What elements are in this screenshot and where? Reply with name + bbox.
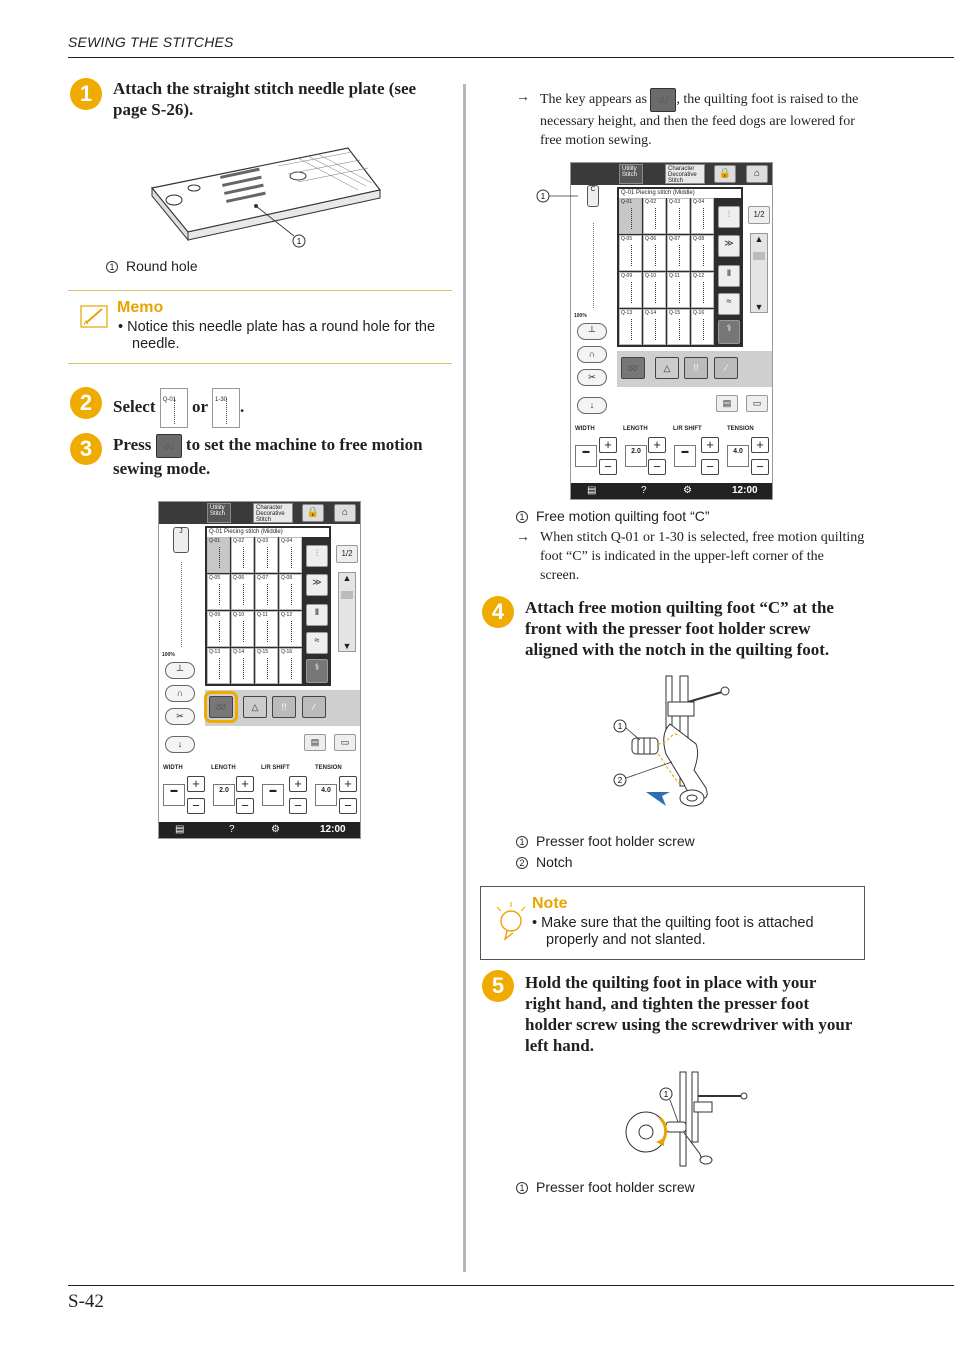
stitch-cell-label: Q-14 (645, 310, 657, 316)
stitch-cell-label: Q-04 (693, 199, 705, 205)
width-label: WIDTH (163, 765, 183, 771)
tension-plus[interactable]: + (751, 437, 769, 453)
stitch-cell[interactable] (207, 537, 230, 573)
stitch-pattern-line (219, 584, 220, 605)
settings-icon[interactable]: ⚙ (683, 485, 692, 496)
column-divider (463, 84, 466, 1272)
stitch-cell-label: Q-10 (645, 273, 657, 279)
stitch-cell[interactable] (667, 235, 690, 271)
lr-shift-plus[interactable]: + (289, 776, 307, 792)
stitch-cell[interactable] (255, 611, 278, 647)
stitch-pattern-line (291, 547, 292, 568)
stitch-cell[interactable] (667, 272, 690, 308)
stitch-pattern-line (219, 547, 220, 568)
stitch-cell-label: Q-13 (209, 649, 221, 655)
home-button[interactable]: ⌂ (746, 165, 768, 183)
page-number: S-42 (68, 1291, 104, 1312)
stitch-cell-label: Q-11 (669, 273, 680, 279)
stitch-pattern-line (679, 245, 680, 266)
step-1-text: Attach the straight stitch needle plate (see page S-26). (113, 79, 417, 119)
step-5-text: Hold the quilting foot in place with your right hand, and tighten the presser foot holder screw using the screwdriver with your left hand. (525, 973, 853, 1055)
arrow-note-stitch-selected: → When stitch Q-01 or 1-30 is selected, free motion quilting foot “C” is indicated in the upper-left corner of the screen. (516, 530, 865, 583)
length-value: 2.0 (213, 784, 235, 806)
pattern-icon-4[interactable]: ≈ (306, 632, 328, 654)
stitch-pattern-line (291, 658, 292, 679)
memo-title: Memo (117, 299, 164, 316)
presser-foot-button[interactable]: ┴ (577, 323, 607, 340)
tension-plus[interactable]: + (339, 776, 357, 792)
quilting-foot-illustration (610, 674, 740, 824)
twin-needle-button[interactable]: !! (684, 357, 708, 379)
tab-utility-stitch[interactable]: Utility Stitch (619, 164, 643, 184)
width-plus[interactable]: + (187, 776, 205, 792)
note-box (480, 886, 865, 960)
screwdriver-illustration (622, 1070, 752, 1170)
stitch-cell[interactable] (643, 198, 666, 234)
mirror-button[interactable]: △ (655, 357, 679, 379)
needle-button[interactable]: ↓ (577, 397, 607, 414)
lock-button[interactable]: 🔒 (714, 165, 736, 183)
width-minus[interactable]: − (187, 798, 205, 814)
clock: 12:00 (320, 824, 346, 835)
key-1-30[interactable]: 1-30 (212, 388, 240, 428)
stitch-cell-label: Q-05 (209, 575, 221, 581)
stitch-pattern-line (655, 319, 656, 340)
scissors-button[interactable]: ✂ (165, 708, 195, 725)
presser-foot-button[interactable]: ┴ (165, 662, 195, 679)
stitch-cell-label: Q-01 (621, 199, 633, 205)
memory-button[interactable]: ▤ (304, 734, 326, 751)
step-badge-2: 2 (70, 387, 102, 419)
stitch-cell[interactable] (691, 198, 714, 234)
thread-button[interactable]: ∩ (577, 346, 607, 363)
pattern-icon-5[interactable]: ⚕ (306, 659, 328, 683)
stitch-cell-label: Q-03 (669, 199, 681, 205)
stitch-cell[interactable] (643, 235, 666, 271)
stitch-grid: Q-01 Piecing stitch (Middle) (617, 187, 743, 347)
header-rule (68, 57, 954, 58)
svg-text:1: 1 (540, 192, 546, 201)
twin-needle-button[interactable]: !! (272, 696, 296, 718)
lr-shift-minus[interactable]: − (701, 459, 719, 475)
stitch-cell-label: Q-01 (209, 538, 221, 544)
zoom-label: 100% (162, 652, 175, 658)
stitch-pattern-line (655, 245, 656, 266)
tab-character-stitch[interactable]: Character Decorative Stitch (253, 503, 293, 523)
length-minus[interactable]: − (648, 459, 666, 475)
key-q01[interactable]: Q-01 (160, 388, 188, 428)
length-minus[interactable]: − (236, 798, 254, 814)
stitch-cell[interactable] (667, 309, 690, 345)
scissors-button[interactable]: ✂ (577, 369, 607, 386)
pattern-icon-2[interactable]: ≫ (306, 574, 328, 596)
tension-minus[interactable]: − (339, 798, 357, 814)
lcd-screen-step3 (158, 501, 361, 839)
step-badge-4: 4 (482, 596, 514, 628)
pattern-icon-3[interactable]: Ⅱ (306, 604, 328, 626)
stitch-pattern-line (243, 584, 244, 605)
note-text: • Make sure that the quilting foot is attached properly and not slanted. (532, 915, 814, 948)
stitch-pattern-line (679, 319, 680, 340)
home-button[interactable]: ⌂ (334, 504, 356, 522)
stitch-cell-label: Q-16 (281, 649, 293, 655)
stitch-cell[interactable] (619, 272, 642, 308)
lcd-screen-arrow-note: Utility Stitch Character Decorative Stitch 🔒 ⌂ C 100% Q-01 Piecing stitch (Middle) ⫶ ≫ Ⅱ ≈ ⚕ 1/2 ▲ ▼ ┴ ∩ ✂ ↓ ➿ △ !! ∕ ▤ ▭ WIDTH LENGTH L/R SHIFT TENSION ▬ + − 2.0 + − ▬ + − 4.0 + − ▤ ? ⚙ 12:00 Q-01 Q-02 Q-03 Q-04 Q-05 Q-06 Q-07 Q-08 Q-09 Q-10 Q-11 Q-12 Q-13 Q-14 Q-15 Q-16 (570, 162, 773, 500)
stitch-cell-label: Q-08 (693, 236, 705, 242)
step-2-text: Select Q-01 or 1-30 . (113, 388, 453, 428)
stitch-cell[interactable] (255, 537, 278, 573)
stitch-pattern-line (219, 658, 220, 679)
stitch-pattern-line (631, 245, 632, 266)
manual-icon[interactable]: ▤ (587, 485, 597, 496)
lock-button[interactable]: 🔒 (302, 504, 324, 522)
stitch-preview-line (181, 562, 182, 647)
stitch-edit-button[interactable]: ∕ (302, 696, 326, 718)
stitch-cell[interactable] (691, 309, 714, 345)
stitch-pattern-line (703, 245, 704, 266)
stitch-cell-label: Q-09 (209, 612, 221, 618)
stitch-pattern-line (703, 208, 704, 229)
stitch-cell-label: Q-13 (621, 310, 633, 316)
scroll-up-icon[interactable]: ▲ (342, 573, 352, 583)
stitch-cell[interactable] (231, 574, 254, 610)
pattern-icon-1[interactable]: ⫶ (306, 545, 328, 567)
stitch-cell-label: Q-07 (257, 575, 269, 581)
running-header: SEWING THE STITCHES (68, 34, 234, 50)
width-plus[interactable]: + (599, 437, 617, 453)
stitch-pattern-line (291, 584, 292, 605)
stitch-cell-label: Q-06 (645, 236, 657, 242)
pattern-icon-5[interactable]: ⚕ (718, 320, 740, 344)
stitch-cell[interactable] (207, 648, 230, 684)
stitch-cell-label: Q-12 (281, 612, 293, 618)
stitch-pattern-line (219, 621, 220, 642)
stitch-cell[interactable] (231, 648, 254, 684)
stitch-pattern-line (243, 547, 244, 568)
stitch-pattern-line (267, 658, 268, 679)
scroll-down-icon[interactable]: ▼ (754, 302, 764, 312)
caption-notch: 2 Notch (516, 854, 573, 870)
stitch-cell[interactable] (279, 537, 302, 573)
stitch-pattern-line (631, 282, 632, 303)
tab-utility-stitch[interactable]: Utility Stitch (207, 503, 231, 523)
stitch-pattern-line (243, 658, 244, 679)
stitch-pattern-line (631, 208, 632, 229)
stitch-cell[interactable] (231, 611, 254, 647)
help-icon[interactable]: ? (641, 485, 647, 496)
step-badge-3: 3 (70, 433, 102, 465)
step-badge-5: 5 (482, 970, 514, 1002)
stitch-pattern-line (655, 282, 656, 303)
step-3-text: Press ➿ to set the machine to free motion sewing mode. (113, 435, 423, 479)
stitch-cell-label: Q-07 (669, 236, 681, 242)
caption-holder-screw: 1 Presser foot holder screw (516, 833, 695, 849)
note-title: Note (532, 895, 568, 912)
stitch-cell-label: Q-03 (257, 538, 269, 544)
lr-shift-minus[interactable]: − (289, 798, 307, 814)
stitch-edit-button[interactable]: ∕ (714, 357, 738, 379)
stitch-cell-label: Q-08 (281, 575, 293, 581)
stitch-cell[interactable] (279, 574, 302, 610)
stitch-pattern-line (243, 621, 244, 642)
callout-foot-c (533, 186, 578, 206)
stitch-cell[interactable] (279, 611, 302, 647)
stitch-cell-label: Q-06 (233, 575, 245, 581)
width-value: ▬ (163, 784, 185, 806)
width-minus[interactable]: − (599, 459, 617, 475)
pattern-icon-1[interactable]: ⫶ (718, 206, 740, 228)
stitch-cell[interactable] (207, 611, 230, 647)
step-4-text: Attach free motion quilting foot “C” at the front with the presser foot holder screw aligned with the notch in the quilting foot. (525, 598, 834, 659)
stitch-pattern-line (703, 319, 704, 340)
tension-label: TENSION (315, 765, 342, 771)
stitch-cell-label: Q-15 (669, 310, 681, 316)
caption-round-hole: 1 Round hole (106, 258, 198, 274)
scrollbar[interactable] (338, 572, 356, 652)
svg-text:2: 2 (617, 776, 623, 785)
free-motion-button[interactable]: ➿ (209, 696, 233, 718)
presser-foot-indicator: C (587, 185, 599, 207)
stitch-cell-label: Q-02 (233, 538, 245, 544)
presser-foot-indicator: J (173, 527, 189, 553)
lr-shift-label: L/R SHIFT (261, 765, 290, 771)
image-button[interactable]: ▭ (334, 734, 356, 751)
lr-shift-plus[interactable]: + (701, 437, 719, 453)
caption-holder-screw-2: 1 Presser foot holder screw (516, 1179, 695, 1195)
stitch-pattern-line (267, 547, 268, 568)
svg-text:1: 1 (296, 237, 302, 246)
free-motion-button[interactable]: ➿ (621, 357, 645, 379)
footer-rule (68, 1285, 954, 1286)
settings-icon[interactable]: ⚙ (271, 824, 280, 835)
scroll-thumb[interactable] (341, 591, 353, 599)
stitch-pattern-line (655, 208, 656, 229)
stitch-cell[interactable] (619, 198, 642, 234)
stitch-pattern-line (267, 621, 268, 642)
caption-free-motion-foot: 1 Free motion quilting foot “C” (516, 508, 710, 524)
stitch-cell[interactable] (691, 235, 714, 271)
lcd-bottom-bar (159, 822, 360, 838)
stitch-pattern-line (267, 584, 268, 605)
note-lightbulb-icon (493, 901, 527, 941)
stitch-pattern-line (291, 621, 292, 642)
stitch-cell-label: Q-16 (693, 310, 705, 316)
pattern-icon-3[interactable]: Ⅱ (718, 265, 740, 287)
page-indicator: 1/2 (336, 545, 358, 563)
needle-plate-illustration (148, 140, 388, 250)
stitch-cell[interactable] (279, 648, 302, 684)
tab-character-stitch[interactable]: Character Decorative Stitch (665, 164, 705, 184)
stitch-cell[interactable] (207, 574, 230, 610)
thread-button[interactable]: ∩ (165, 685, 195, 702)
svg-text:1: 1 (663, 1090, 669, 1099)
stitch-cell[interactable] (619, 309, 642, 345)
stitch-cell[interactable] (255, 648, 278, 684)
stitch-cell[interactable] (643, 309, 666, 345)
stitch-cell-label: Q-04 (281, 538, 293, 544)
stitch-pattern-line (679, 282, 680, 303)
stitch-cell[interactable] (255, 574, 278, 610)
stitch-cell[interactable] (667, 198, 690, 234)
stitch-cell-label: Q-09 (621, 273, 633, 279)
stitch-cell-label: Q-05 (621, 236, 633, 242)
stitch-cell-label: Q-11 (257, 612, 268, 618)
length-plus[interactable]: + (236, 776, 254, 792)
length-plus[interactable]: + (648, 437, 666, 453)
stitch-cell-label: Q-02 (645, 199, 657, 205)
memory-button[interactable]: ▤ (716, 395, 738, 412)
stitch-cell-label: Q-12 (693, 273, 705, 279)
arrow-note-key-appears: → The key appears as ➿ , the quilting foot is raised to the necessary height, and then the feed dogs are lowered for free motion sewing. (516, 90, 859, 148)
stitch-cell-label: Q-14 (233, 649, 245, 655)
scroll-up-icon[interactable]: ▲ (754, 234, 764, 244)
scroll-down-icon[interactable]: ▼ (342, 641, 352, 651)
stitch-cell[interactable] (619, 235, 642, 271)
free-motion-key-icon-active: ➿ (650, 88, 676, 112)
stitch-cell[interactable] (691, 272, 714, 308)
stitch-cell[interactable] (643, 272, 666, 308)
pattern-icon-4[interactable]: ≈ (718, 293, 740, 315)
tension-value: 4.0 (315, 784, 337, 806)
image-button[interactable]: ▭ (746, 395, 768, 412)
svg-text:1: 1 (617, 722, 623, 731)
stitch-pattern-line (703, 282, 704, 303)
stitch-pattern-line (631, 319, 632, 340)
memo-pencil-icon (80, 303, 110, 329)
length-label: LENGTH (211, 765, 236, 771)
lr-shift-value: ▬ (262, 784, 284, 806)
manual-icon[interactable]: ▤ (175, 824, 185, 835)
free-motion-key-icon[interactable]: ➿ (156, 434, 182, 458)
memo-box (68, 290, 452, 364)
tension-minus[interactable]: − (751, 459, 769, 475)
scrollbar[interactable] (750, 233, 768, 313)
stitch-cell-label: Q-15 (257, 649, 269, 655)
pattern-icon-2[interactable]: ≫ (718, 235, 740, 257)
memo-text: • Notice this needle plate has a round hole for the needle. (118, 319, 436, 352)
help-icon[interactable]: ? (229, 824, 235, 835)
needle-button[interactable]: ↓ (165, 736, 195, 753)
stitch-pattern-line (679, 208, 680, 229)
stitch-cell[interactable] (231, 537, 254, 573)
mirror-button[interactable]: △ (243, 696, 267, 718)
stitch-cell-label: Q-10 (233, 612, 245, 618)
stitch-header: Q-01 Piecing stitch (Middle) (207, 528, 329, 537)
step-badge-1: 1 (70, 78, 102, 110)
